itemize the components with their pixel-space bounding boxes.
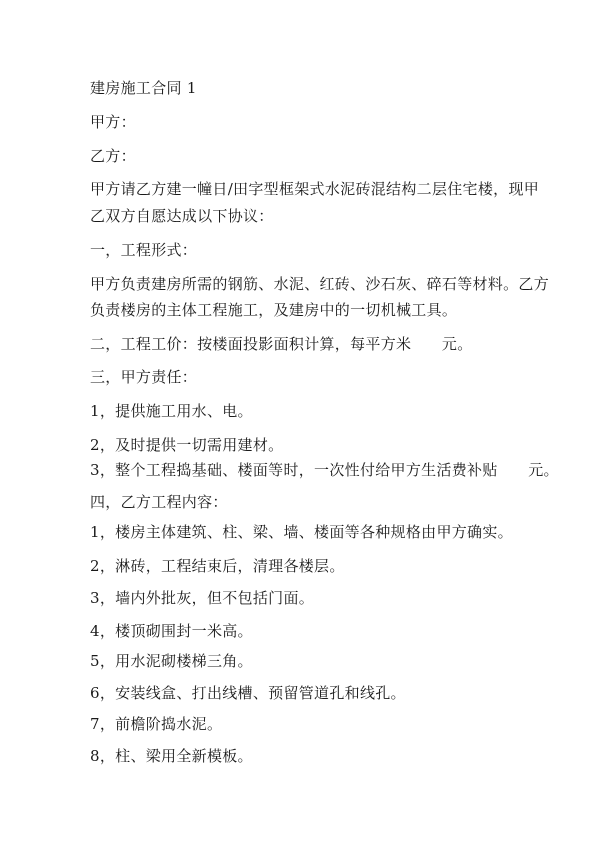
section-3-item-1: 1，提供施工用水、电。 [90, 402, 253, 420]
section-4-item-1: 1，楼房主体建筑、柱、梁、墙、楼面等各种规格由甲方确实。 [90, 523, 513, 541]
section-1-text-1: 甲方负责建房所需的钢筋、水泥、红砖、沙石灰、碎石等材料。乙方 [90, 275, 550, 293]
section-1-heading: 一，工程形式： [90, 241, 198, 259]
section-4-item-6: 6，安装线盒、打出线槽、预留管道孔和线孔。 [90, 684, 406, 702]
party-b-line: 乙方： [90, 147, 136, 165]
party-a-line: 甲方： [90, 113, 136, 131]
section-1-text-2: 负责楼房的主体工程施工，及建房中的一切机械工具。 [90, 301, 458, 319]
section-3-item-2: 2，及时提供一切需用建材。 [90, 436, 284, 454]
section-4-item-7: 7，前檐阶捣水泥。 [90, 715, 223, 733]
section-4-item-2: 2，淋砖，工程结束后，清理各楼层。 [90, 557, 345, 575]
section-3-item-3: 3，整个工程捣基础、楼面等时，一次性付给甲方生活费补贴 元。 [90, 461, 559, 479]
section-4-item-5: 5，用水泥砌楼梯三角。 [90, 652, 253, 670]
intro-line-2: 乙双方自愿达成以下协议： [90, 207, 274, 225]
section-4-item-8: 8，柱、梁用全新模板。 [90, 747, 253, 765]
section-4-item-3: 3，墙内外批灰，但不包括门面。 [90, 589, 315, 607]
section-4-item-4: 4，楼顶砌围封一米高。 [90, 622, 253, 640]
section-2-text: 二，工程工价：按楼面投影面积计算，每平方米 元。 [90, 335, 473, 353]
intro-line-1: 甲方请乙方建一幢日/田字型框架式水泥砖混结构二层住宅楼，现甲 [90, 180, 540, 198]
section-4-heading: 四，乙方工程内容： [90, 493, 228, 511]
section-3-heading: 三，甲方责任： [90, 368, 198, 386]
contract-title: 建房施工合同 1 [90, 79, 197, 97]
